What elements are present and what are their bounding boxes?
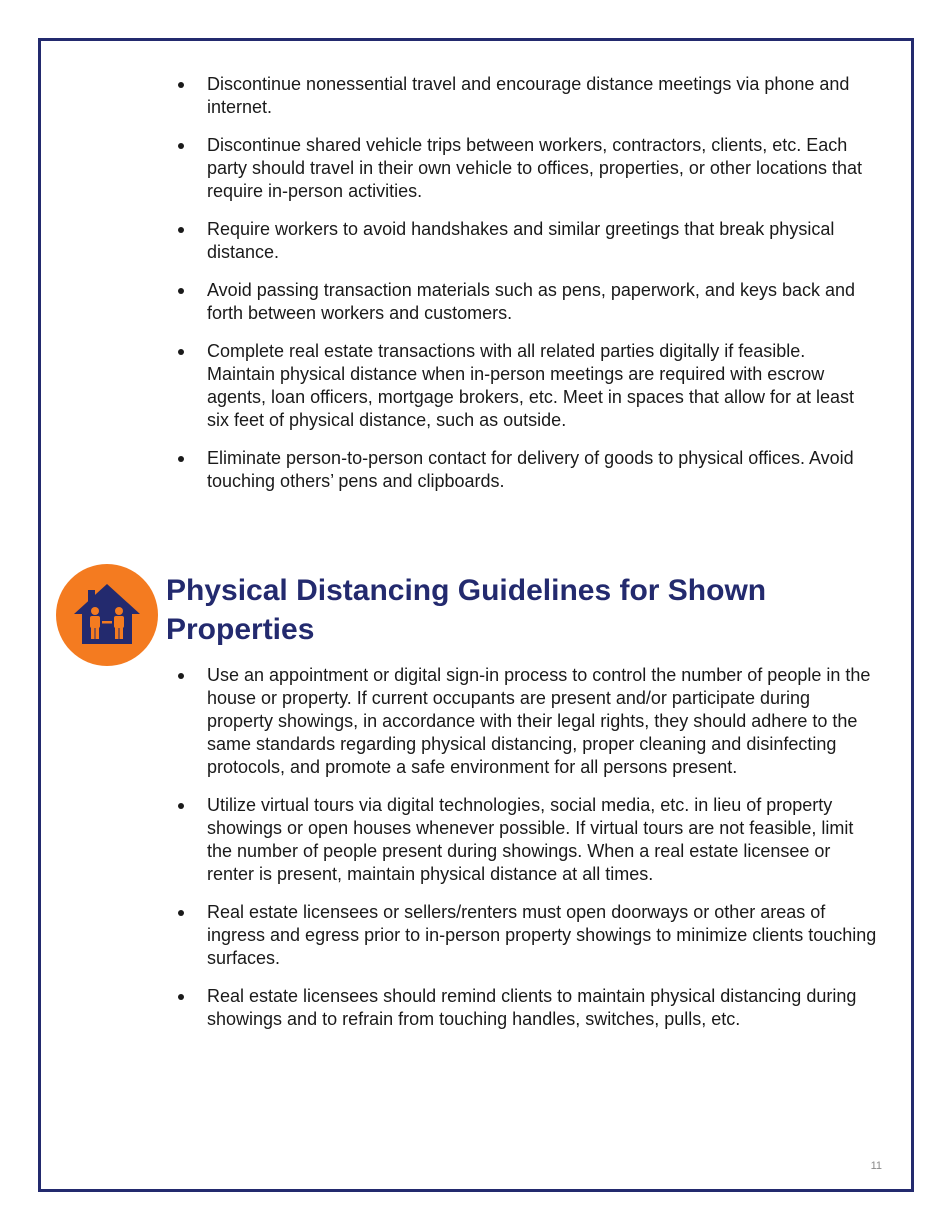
bullet-dot [178,994,184,1000]
bullet-dot [178,227,184,233]
list-item [178,134,878,203]
page-number: 11 [870,1160,882,1172]
bullet-text: Use an appointment or digital sign-in process to control the number of people in the house or property. If current occupants are present and/or participate during property showings, in accordance with their legal rights, they should adhere to the same standards regarding physical distancing, proper cleaning and disinfecting protocols, and promote a safe environment for all persons present. [207,665,871,777]
bullet-text: Eliminate person-to-person contact for delivery of goods to physical offices. Avoid touching others’ pens and clipboards. [207,448,854,491]
bullet-text: Real estate licensees should remind clients to maintain physical distancing during showings and to refrain from touching handles, switches, pulls, etc. [207,986,857,1029]
list-item [178,985,878,1031]
intro-bullet-list [178,73,878,508]
section-bullet-list [178,664,878,1046]
bullet-dot [178,803,184,809]
bullet-dot [178,143,184,149]
list-item [178,447,878,493]
bullet-dot [178,456,184,462]
bullet-text: Avoid passing transaction materials such as pens, paperwork, and keys back and forth between workers and customers. [207,280,856,323]
list-item [178,279,878,325]
bullet-text: Discontinue shared vehicle trips between workers, contractors, clients, etc. Each party should travel in their own vehicle to offices, properties, or other locations that require in-person activities. [207,135,863,201]
bullet-dot [178,82,184,88]
bullet-text: Require workers to avoid handshakes and similar greetings that break physical distance. [207,219,835,262]
bullet-dot [178,288,184,294]
bullet-dot [178,349,184,355]
list-item [178,901,878,970]
bullet-text: Real estate licensees or sellers/renters must open doorways or other areas of ingress and egress prior to in-person property showings to minimize clients touching surfaces. [207,902,877,968]
bullet-dot [178,910,184,916]
bullet-text: Discontinue nonessential travel and encourage distance meetings via phone and internet. [207,74,850,117]
list-item [178,664,878,779]
list-item [178,340,878,432]
bullet-text: Utilize virtual tours via digital technologies, social media, etc. in lieu of property showings or open houses whenever possible. If virtual tours are not feasible, limit the number of people present during showings. When a real estate licensee or renter is present, maintain physical distance at all times. [207,795,854,884]
house-distancing-icon [56,564,158,666]
list-item [178,73,878,119]
bullet-dot [178,673,184,679]
list-item [178,794,878,886]
bullet-text: Complete real estate transactions with all related parties digitally if feasible. Maintain physical distance when in-person meetings are required with escrow agents, loan officers, mortgage brokers, etc. Meet in spaces that allow for at least six feet of physical distance, such as outside. [207,341,854,430]
section-title: Physical Distancing Guidelines for Shown Properties [166,574,767,646]
list-item [178,218,878,264]
